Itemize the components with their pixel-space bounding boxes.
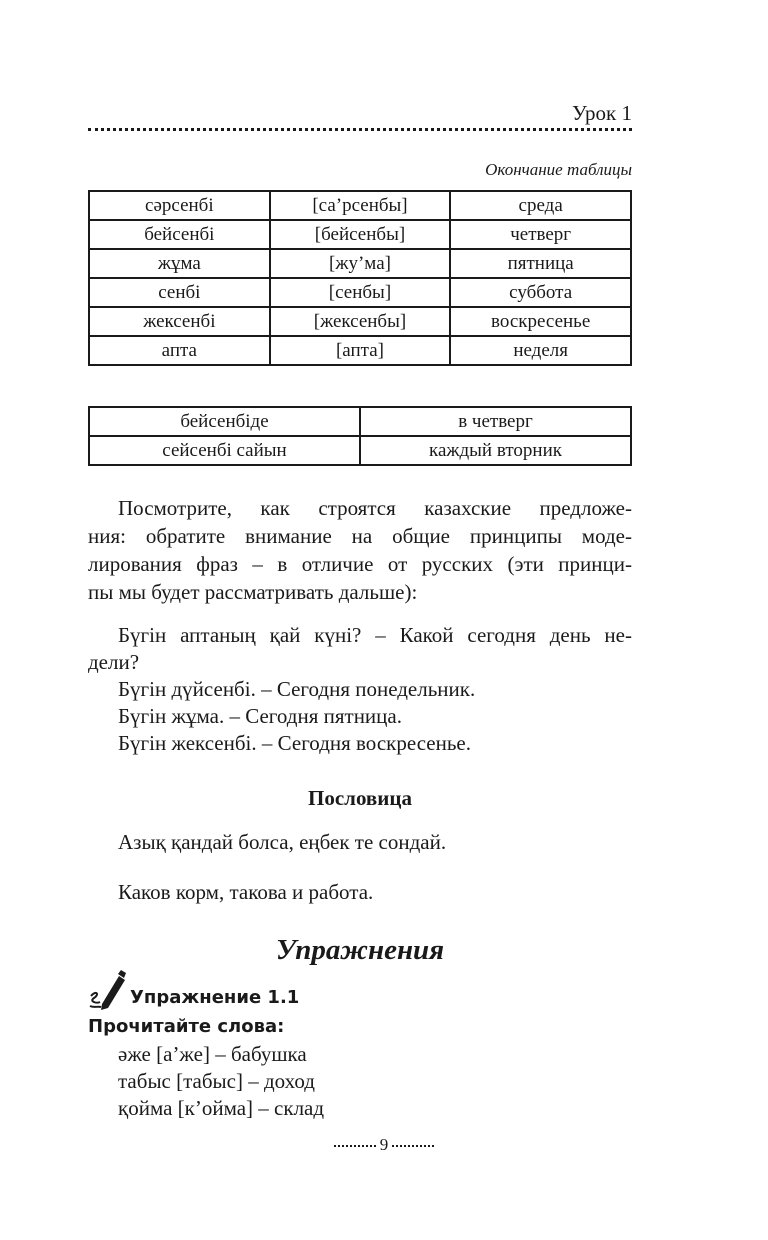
table-cell: пятница bbox=[450, 249, 631, 278]
intro-line: пы мы будет рассматривать дальше): bbox=[88, 580, 418, 604]
table-row bbox=[89, 191, 631, 220]
page-number: 9 bbox=[379, 1135, 389, 1154]
exercise-instruction: Прочитайте слова: bbox=[88, 1016, 285, 1037]
table-cell: апта bbox=[89, 336, 270, 365]
intro-line: лирования фраз – в отличие от русских (эти принци- bbox=[88, 552, 632, 576]
table-cell: [сенбы] bbox=[270, 278, 451, 307]
proverb-heading: Пословица bbox=[308, 786, 412, 810]
table-cell: [бейсенбы] bbox=[270, 220, 451, 249]
pen-icon bbox=[88, 970, 126, 1010]
proverb-kazakh: Азық қандай болса, еңбек те сондай. bbox=[118, 830, 447, 854]
table-cell: суббота bbox=[450, 278, 631, 307]
proverb-russian: Каков корм, такова и работа. bbox=[118, 880, 374, 904]
table-cell: каждый вторник bbox=[360, 436, 631, 465]
table-caption: Окончание таблицы bbox=[485, 160, 632, 179]
word-list bbox=[118, 1041, 324, 1122]
header-divider bbox=[88, 128, 632, 131]
table-row bbox=[89, 278, 631, 307]
table-row bbox=[89, 220, 631, 249]
intro-paragraph bbox=[88, 494, 632, 606]
table-row bbox=[89, 249, 631, 278]
example-sentences bbox=[88, 622, 632, 757]
table-cell: бейсенбіде bbox=[89, 407, 360, 436]
example-line: Бүгін аптаның қай күні? – Какой сегодня день не- bbox=[118, 623, 632, 647]
exercise-heading bbox=[88, 970, 299, 1010]
table-cell: сейсенбі сайын bbox=[89, 436, 360, 465]
table-cell: воскресенье bbox=[450, 307, 631, 336]
table-cell: сәрсенбі bbox=[89, 191, 270, 220]
table-cell: [жексенбы] bbox=[270, 307, 451, 336]
table-cell: жұма bbox=[89, 249, 270, 278]
example-line: Бүгін жұма. – Сегодня пятница. bbox=[118, 704, 402, 728]
table-cell: [апта] bbox=[270, 336, 451, 365]
table-row bbox=[89, 307, 631, 336]
footer-dots-left bbox=[334, 1145, 376, 1147]
table-cell: в четверг bbox=[360, 407, 631, 436]
table-row bbox=[89, 336, 631, 365]
page-footer bbox=[0, 1135, 768, 1155]
table-cell: среда bbox=[450, 191, 631, 220]
word-item: әже [а’же] – бабушка bbox=[118, 1042, 307, 1066]
table-cell: [са’рсенбы] bbox=[270, 191, 451, 220]
table-cell: [жу’ма] bbox=[270, 249, 451, 278]
phrases-table bbox=[88, 406, 632, 466]
example-line: Бүгін дүйсенбі. – Сегодня понедельник. bbox=[118, 677, 476, 701]
section-title: Упражнения bbox=[275, 934, 445, 966]
example-line-continuation: дели? bbox=[88, 650, 140, 674]
exercise-title: Упражнение 1.1 bbox=[130, 987, 300, 1008]
word-item: табыс [табыс] – доход bbox=[118, 1069, 315, 1093]
table-cell: жексенбі bbox=[89, 307, 270, 336]
table-row bbox=[89, 407, 631, 436]
intro-line: ния: обратите внимание на общие принципы моде- bbox=[88, 524, 632, 548]
table-cell: неделя bbox=[450, 336, 631, 365]
table-cell: бейсенбі bbox=[89, 220, 270, 249]
word-item: қойма [к’ойма] – склад bbox=[118, 1096, 325, 1120]
example-line: Бүгін жексенбі. – Сегодня воскресенье. bbox=[118, 731, 471, 755]
table-cell: четверг bbox=[450, 220, 631, 249]
table-row bbox=[89, 436, 631, 465]
table-cell: сенбі bbox=[89, 278, 270, 307]
intro-line: Посмотрите, как строятся казахские предложе- bbox=[118, 496, 632, 520]
footer-dots-right bbox=[392, 1145, 434, 1147]
days-of-week-table bbox=[88, 190, 632, 366]
lesson-header: Урок 1 bbox=[572, 101, 632, 125]
